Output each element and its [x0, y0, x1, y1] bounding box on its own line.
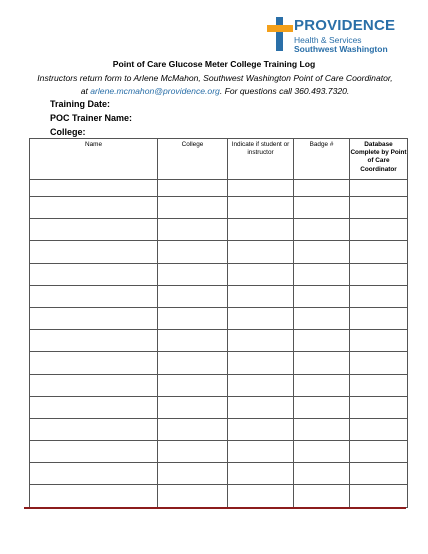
cell-college[interactable]	[158, 374, 228, 396]
table-row	[30, 396, 408, 418]
cell-name[interactable]	[30, 241, 158, 263]
cell-indicate[interactable]	[228, 374, 294, 396]
instructions-tail: . For questions call 360.493.7320.	[219, 86, 350, 96]
cell-database[interactable]	[350, 374, 408, 396]
cell-name[interactable]	[30, 441, 158, 463]
logo-subtitle-2: Southwest Washington	[294, 44, 388, 54]
cell-database[interactable]	[350, 352, 408, 374]
cell-indicate[interactable]	[228, 396, 294, 418]
cell-database[interactable]	[350, 485, 408, 507]
cell-badge[interactable]	[294, 197, 350, 219]
cell-badge[interactable]	[294, 219, 350, 241]
table-row	[30, 330, 408, 352]
cell-indicate[interactable]	[228, 463, 294, 485]
column-header-badge: Badge #	[294, 139, 350, 180]
cell-indicate[interactable]	[228, 307, 294, 329]
table-row	[30, 219, 408, 241]
cell-indicate[interactable]	[228, 441, 294, 463]
cell-college[interactable]	[158, 463, 228, 485]
cell-badge[interactable]	[294, 418, 350, 440]
cell-college[interactable]	[158, 307, 228, 329]
table-spacer-row	[30, 180, 408, 197]
table-row	[30, 485, 408, 507]
cell-college[interactable]	[158, 352, 228, 374]
cell-name[interactable]	[30, 285, 158, 307]
cell-indicate[interactable]	[228, 330, 294, 352]
cell-badge[interactable]	[294, 330, 350, 352]
spacer-cell-name	[30, 180, 158, 197]
logo-wordmark: PROVIDENCE	[294, 17, 396, 34]
cell-indicate[interactable]	[228, 197, 294, 219]
cell-name[interactable]	[30, 263, 158, 285]
cell-badge[interactable]	[294, 463, 350, 485]
column-header-college: College	[158, 139, 228, 180]
spacer-cell-database	[350, 180, 408, 197]
spacer-cell-college	[158, 180, 228, 197]
cell-name[interactable]	[30, 418, 158, 440]
cell-indicate[interactable]	[228, 352, 294, 374]
page-title: Point of Care Glucose Meter College Training Log	[112, 59, 316, 69]
cell-database[interactable]	[350, 197, 408, 219]
cell-database[interactable]	[350, 441, 408, 463]
logo-subtitle-1: Health & Services	[294, 35, 362, 45]
cell-name[interactable]	[30, 219, 158, 241]
cell-database[interactable]	[350, 263, 408, 285]
cell-college[interactable]	[158, 285, 228, 307]
table-row	[30, 418, 408, 440]
cell-name[interactable]	[30, 374, 158, 396]
cell-badge[interactable]	[294, 374, 350, 396]
cell-indicate[interactable]	[228, 219, 294, 241]
cell-college[interactable]	[158, 241, 228, 263]
cell-indicate[interactable]	[228, 418, 294, 440]
providence-logo	[267, 17, 396, 55]
table-header-row	[30, 139, 408, 180]
footer-rule	[24, 507, 406, 509]
cell-name[interactable]	[30, 463, 158, 485]
table-row	[30, 441, 408, 463]
providence-cross-icon	[267, 17, 293, 51]
cell-college[interactable]	[158, 441, 228, 463]
spacer-cell-indicate	[228, 180, 294, 197]
cell-badge[interactable]	[294, 285, 350, 307]
cell-indicate[interactable]	[228, 285, 294, 307]
cell-badge[interactable]	[294, 485, 350, 507]
table-row	[30, 285, 408, 307]
cell-indicate[interactable]	[228, 263, 294, 285]
cell-badge[interactable]	[294, 441, 350, 463]
cell-database[interactable]	[350, 418, 408, 440]
cell-database[interactable]	[350, 463, 408, 485]
poc-trainer-name-label: POC Trainer Name:	[50, 113, 133, 123]
cell-badge[interactable]	[294, 241, 350, 263]
table-row	[30, 241, 408, 263]
cell-database[interactable]	[350, 219, 408, 241]
cell-name[interactable]	[30, 330, 158, 352]
table-row	[30, 352, 408, 374]
coordinator-email-link[interactable]: arlene.mcmahon@providence.org	[90, 86, 220, 96]
cell-name[interactable]	[30, 352, 158, 374]
college-label: College:	[50, 127, 86, 137]
cell-name[interactable]	[30, 396, 158, 418]
instructions-text	[24, 72, 406, 98]
instructions-at: at	[80, 86, 91, 96]
cell-database[interactable]	[350, 241, 408, 263]
spacer-cell-badge	[294, 180, 350, 197]
cell-name[interactable]	[30, 197, 158, 219]
cell-name[interactable]	[30, 307, 158, 329]
cell-college[interactable]	[158, 485, 228, 507]
cell-badge[interactable]	[294, 396, 350, 418]
cell-database[interactable]	[350, 330, 408, 352]
cell-college[interactable]	[158, 418, 228, 440]
cell-database[interactable]	[350, 396, 408, 418]
training-date-label: Training Date:	[50, 99, 111, 109]
cell-college[interactable]	[158, 330, 228, 352]
cell-indicate[interactable]	[228, 241, 294, 263]
cell-database[interactable]	[350, 307, 408, 329]
column-header-indicate: Indicate if student or instructor	[228, 139, 294, 180]
column-header-name: Name	[30, 139, 158, 180]
table-row	[30, 463, 408, 485]
cell-badge[interactable]	[294, 263, 350, 285]
table-row	[30, 374, 408, 396]
cell-college[interactable]	[158, 219, 228, 241]
cell-database[interactable]	[350, 285, 408, 307]
table-body	[30, 180, 408, 508]
cell-badge[interactable]	[294, 352, 350, 374]
cell-college[interactable]	[158, 396, 228, 418]
training-log-table	[29, 138, 408, 508]
cell-indicate[interactable]	[228, 485, 294, 507]
instructions-line-1: Instructors return form to Arlene McMahon, Southwest Washington Point of Care Coordinator,	[37, 73, 393, 83]
cell-badge[interactable]	[294, 307, 350, 329]
cell-college[interactable]	[158, 197, 228, 219]
cell-name[interactable]	[30, 485, 158, 507]
table-row	[30, 197, 408, 219]
cell-college[interactable]	[158, 263, 228, 285]
column-header-database: Database Complete by Point of Care Coordinator	[350, 139, 408, 180]
table-row	[30, 263, 408, 285]
table-row	[30, 307, 408, 329]
instructions-line-2	[24, 85, 406, 98]
